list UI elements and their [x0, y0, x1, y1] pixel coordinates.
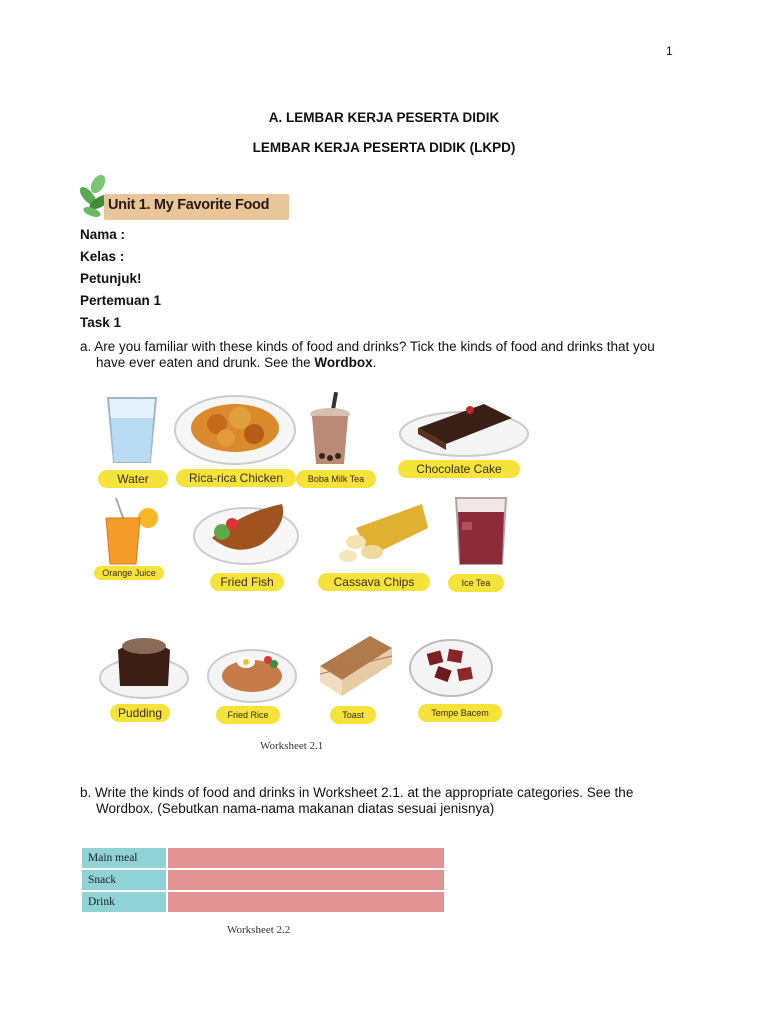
field-nama: Nama :: [80, 227, 126, 242]
question-b: [80, 785, 700, 817]
boba-tea-icon: [306, 390, 354, 468]
food-label-boba-milk-tea: Boba Milk Tea: [296, 470, 376, 488]
field-petunjuk: Petunjuk!: [80, 271, 142, 286]
fried-rice-icon: [206, 640, 298, 704]
category-label-snack: Snack: [82, 870, 166, 890]
unit-title: Unit 1. My Favorite Food: [108, 197, 270, 213]
category-label-drink: Drink: [82, 892, 166, 912]
field-pertemuan: Pertemuan 1: [80, 293, 162, 308]
water-glass-icon: [100, 392, 164, 468]
question-a: [80, 339, 700, 371]
document-title: A. LEMBAR KERJA PESERTA DIDIK: [268, 110, 500, 125]
category-answer-snack[interactable]: [166, 870, 444, 890]
document-subtitle: LEMBAR KERJA PESERTA DIDIK (LKPD): [252, 140, 516, 155]
category-table: [82, 846, 444, 914]
fried-fish-icon: [192, 494, 300, 568]
food-label-chocolate-cake: Chocolate Cake: [398, 460, 520, 478]
food-label-water: Water: [98, 470, 168, 488]
food-label-cassava-chips: Cassava Chips: [318, 573, 430, 591]
orange-juice-icon: [96, 496, 160, 566]
food-label-fried-fish: Fried Fish: [210, 573, 284, 591]
category-label-main-meal: Main meal: [82, 848, 166, 868]
tempe-bacem-icon: [408, 634, 494, 700]
food-label-pudding: Pudding: [110, 704, 170, 722]
unit-banner: [78, 170, 293, 222]
chicken-plate-icon: [172, 390, 298, 468]
food-label-tempe-bacem: Tempe Bacem: [418, 704, 502, 722]
category-row-main-meal: [82, 848, 444, 868]
worksheet-caption-1: Worksheet 2.1: [260, 740, 324, 752]
food-label-rica-rica-chicken: Rica-rica Chicken: [176, 469, 296, 487]
category-answer-drink[interactable]: [166, 892, 444, 912]
question-b-line2: Wordbox. (Sebutkan nama-nama makanan diatas sesuai jenisnya): [96, 801, 495, 816]
category-row-drink: [82, 892, 444, 912]
ice-tea-icon: [452, 492, 510, 568]
page-number: 1: [666, 44, 673, 58]
toast-icon: [312, 630, 398, 702]
wordbox-bold: Wordbox: [314, 355, 373, 370]
category-answer-main-meal[interactable]: [166, 848, 444, 868]
question-a-line2: have ever eaten and drunk. See the Wordbox.: [96, 355, 377, 370]
worksheet-caption-2: Worksheet 2.2: [227, 924, 291, 936]
food-label-orange-juice: Orange Juice: [94, 566, 164, 580]
pudding-icon: [98, 630, 190, 702]
question-b-line1: b. Write the kinds of food and drinks in Worksheet 2.1. at the appropriate categories. See the: [80, 785, 634, 800]
food-label-fried-rice: Fried Rice: [216, 706, 280, 724]
field-kelas: Kelas :: [80, 249, 125, 264]
food-label-ice-tea: Ice Tea: [448, 574, 504, 592]
question-a-line1: a. Are you familiar with these kinds of food and drinks? Tick the kinds of food and drinks that you: [80, 339, 655, 354]
chocolate-cake-icon: [398, 394, 530, 460]
cassava-chips-icon: [326, 498, 434, 570]
category-row-snack: [82, 870, 444, 890]
field-task: Task 1: [80, 315, 122, 330]
food-label-toast: Toast: [330, 706, 376, 724]
